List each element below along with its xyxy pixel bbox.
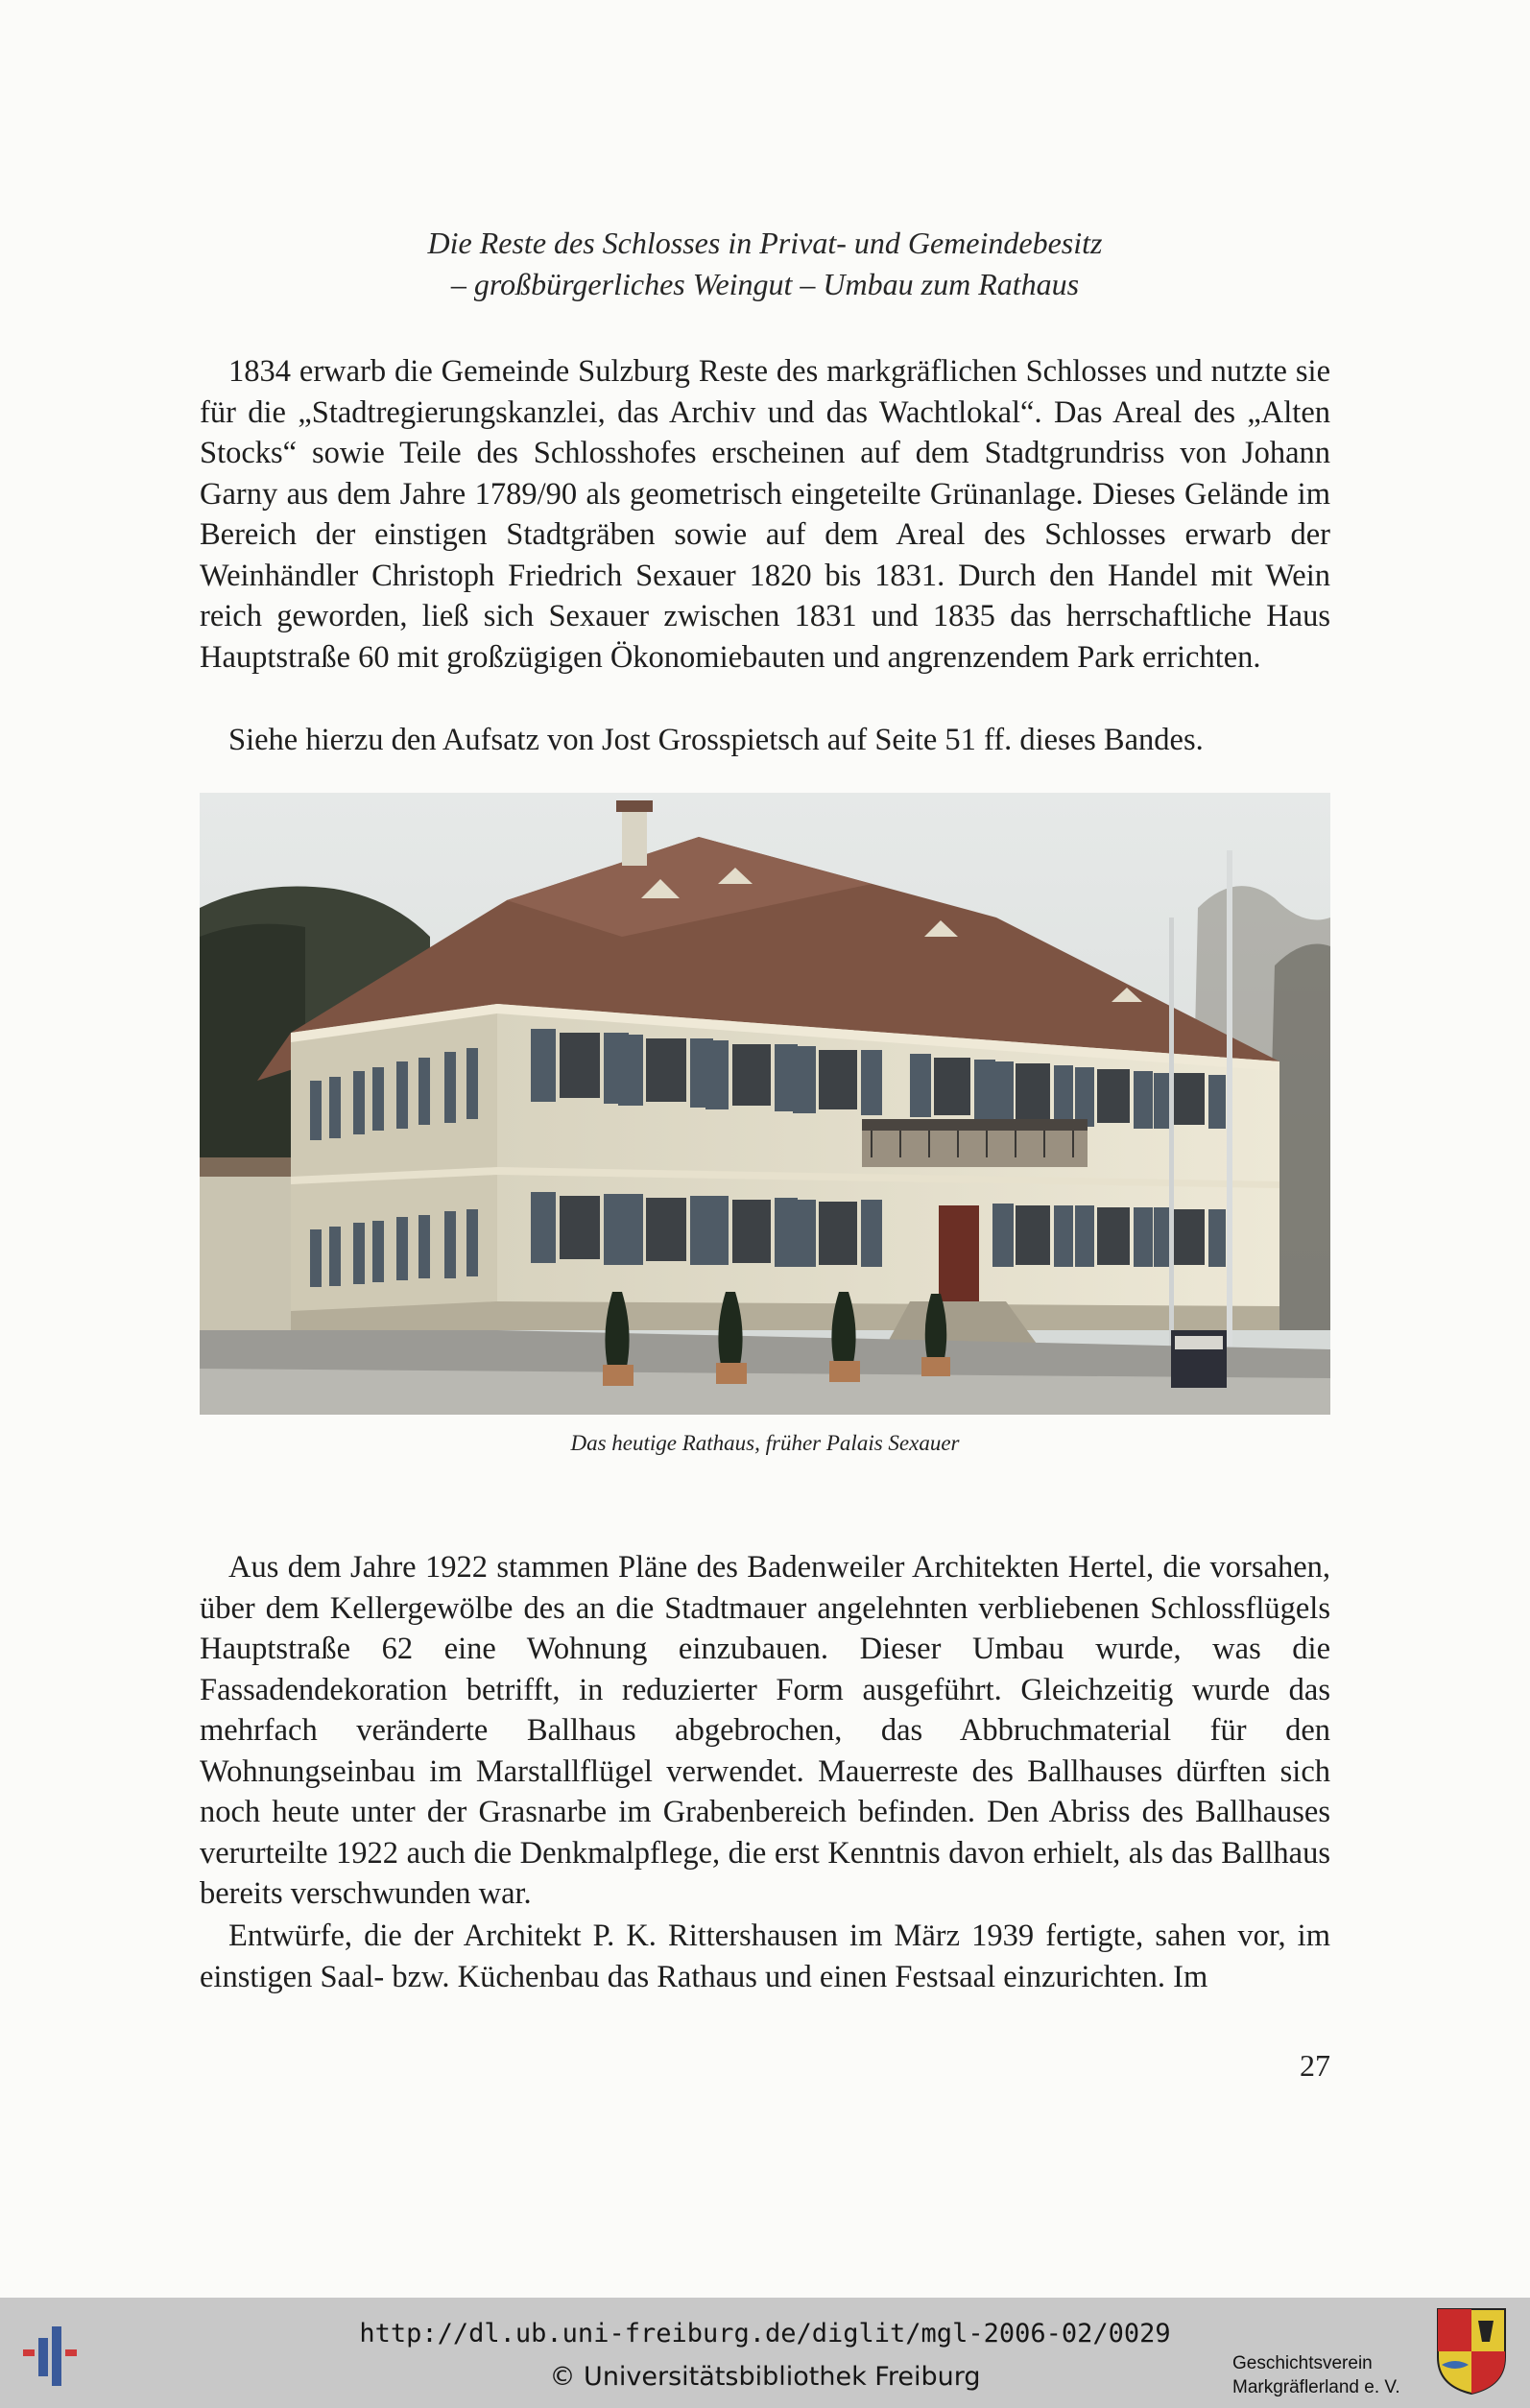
paragraph-2: Siehe hierzu den Aufsatz von Jost Grosspietsch auf Seite 51 ff. dieses Bandes. xyxy=(228,723,1204,757)
publisher-name xyxy=(1232,2351,1424,2399)
paragraph-4: Entwürfe, die der Architekt P. K. Rittershausen im März 1939 fertigte, sahen vor, im einstigen Saal- bzw. Küchenbau das Rathaus und einen Festsaal einzurichten. Im xyxy=(200,1919,1330,1994)
section-heading-line-2: – großbürgerliches Weingut – Umbau zum Rathaus xyxy=(450,267,1080,301)
section-heading xyxy=(200,223,1330,305)
paragraph-3: Aus dem Jahre 1922 stammen Pläne des Badenweiler Architekten Hertel, die vorsahen, über dem Kellergewölbe des an die Stadtmauer angelehnten verbliebenen Schlossflügels Hauptstraße 62 eine Wohnung einzubauen. Dieser Umbau wurde, was die Fassadendekoration betrifft, in reduzierter Form ausgeführt. Gleichzeitig wurde das mehrfach veränderte Ballhaus abgebrochen, das Abbruchmaterial für den Wohnungseinbau im Marstallflügel verwendet. Mauerreste des Ballhauses dürften sich noch heute unter der Grasnarbe im Grabenbereich befinden. Den Abriss des Ballhauses verurteilte 1922 auch die Denkmalpflege, die erst Kenntnis davon erhielt, als das Ballhaus bereits verschwunden war. xyxy=(200,1550,1330,1911)
coat-of-arms-icon xyxy=(1436,2307,1507,2400)
paragraph-1: 1834 erwarb die Gemeinde Sulzburg Reste des markgräflichen Schlosses und nutzte sie für die „Stadtregierungskanzlei, das Archiv und das Wachtlokal“. Das Areal des „Alten Stocks“ sowie Teile des Schlosshofes erscheinen auf dem Stadtgrundriss von Johann Garny aus dem Jahre 1789/90 als geometrisch eingeteilte Grünanlage. Dieses Gelände im Bereich der einstigen Stadtgräben sowie auf dem Areal des Schlosses erwarb der Weinhändler Christoph Friedrich Sexauer 1820 bis 1831. Durch den Handel mit Wein reich geworden, ließ sich Sexauer zwischen 1831 und 1835 das herrschaftliche Haus Hauptstraße 60 mit großzügigen Ökonomiebauten und angrenzendem Park errichten. xyxy=(200,354,1330,675)
section-heading-line-1: Die Reste des Schlosses in Privat- und Gemeindebesitz xyxy=(427,226,1103,260)
permalink-url[interactable]: http://dl.ub.uni-freiburg.de/diglit/mgl-2006-02/0029 xyxy=(359,2319,1171,2348)
copyright-notice: © Universitätsbibliothek Freiburg xyxy=(549,2362,981,2392)
ub-freiburg-logo xyxy=(19,2309,96,2400)
photo-caption: Das heutige Rathaus, früher Palais Sexauer xyxy=(570,1431,960,1455)
page-number: 27 xyxy=(1300,2048,1330,2083)
publisher-name-line-2: Markgräflerland e. V. xyxy=(1232,2377,1400,2397)
rathaus-photo xyxy=(200,793,1330,1415)
publisher-name-line-1: Geschichtsverein xyxy=(1232,2353,1373,2373)
footer-bar xyxy=(0,2298,1530,2408)
